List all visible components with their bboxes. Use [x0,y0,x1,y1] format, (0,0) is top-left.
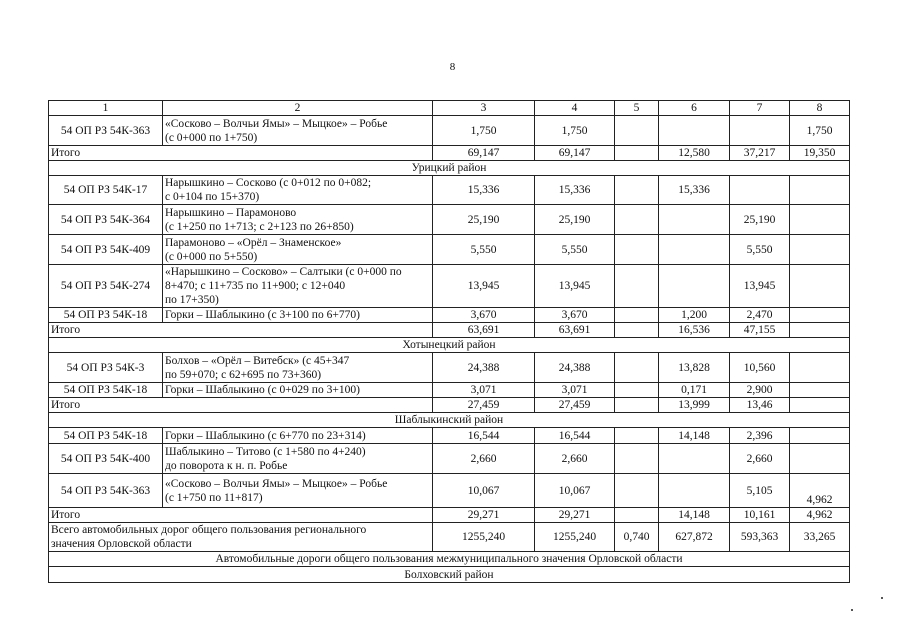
section-title: Автомобильные дороги общего пользования межмуниципального значения Орловской области [49,552,850,567]
table-body [49,101,850,583]
road-name [163,428,433,444]
value-cell: 29,271 [535,508,615,523]
road-row [49,308,850,323]
road-code: 54 ОП РЗ 54К-400 [49,444,163,474]
value-cell: 47,155 [730,323,790,338]
total-label: Итого [49,398,433,413]
value-cell [659,205,730,235]
road-row [49,444,850,474]
header-cell: 3 [433,101,535,116]
page-number: 8 [449,61,456,73]
header-cell: 6 [659,101,730,116]
value-cell [615,205,659,235]
road-name [163,444,433,474]
road-name [163,474,433,508]
value-cell: 33,265 [790,523,850,552]
value-cell: 2,660 [433,444,535,474]
header-cell: 4 [535,101,615,116]
section-row [49,161,850,176]
road-name-line: «Нарышкино – Сосково» – Салтыки (с 0+000 по [165,266,402,278]
value-cell [659,474,730,508]
road-code: 54 ОП РЗ 54К-18 [49,383,163,398]
value-cell [615,383,659,398]
value-cell: 15,336 [535,176,615,205]
value-cell: 1255,240 [535,523,615,552]
value-cell [615,323,659,338]
road-row [49,383,850,398]
value-cell [790,353,850,383]
total-row [49,398,850,413]
road-name [163,308,433,323]
scan-speck [881,597,883,599]
value-cell: 19,350 [790,146,850,161]
road-name [163,116,433,146]
value-cell: 63,691 [433,323,535,338]
road-code: 54 ОП РЗ 54К-409 [49,235,163,265]
road-row [49,265,850,308]
value-cell [615,444,659,474]
value-cell [615,508,659,523]
value-cell [659,265,730,308]
road-name-line: «Сосково – Волчьи Ямы» – Мыцкое» – Робье [165,117,388,130]
header-row [49,101,850,116]
value-cell [615,474,659,508]
value-cell: 37,217 [730,146,790,161]
road-name-line: Нарышкино – Парамоново [165,206,297,219]
road-name-line: (с 0+000 по 5+550) [165,250,258,263]
total-label: Итого [49,146,433,161]
grand-total-row [49,523,850,552]
road-code: 54 ОП РЗ 54К-17 [49,176,163,205]
total-row [49,508,850,523]
header-cell: 1 [49,101,163,116]
header-cell: 5 [615,101,659,116]
road-code: 54 ОП РЗ 54К-18 [49,428,163,444]
value-cell [615,235,659,265]
value-cell: 27,459 [433,398,535,413]
value-cell [615,146,659,161]
value-cell: 4,962 [790,508,850,523]
value-cell: 29,271 [433,508,535,523]
grand-total-label [49,523,433,552]
header-cell: 8 [790,101,850,116]
road-row [49,176,850,205]
road-name-line: по 17+350) [165,294,219,306]
value-cell [615,265,659,308]
value-cell [615,398,659,413]
value-cell [790,205,850,235]
value-cell [790,383,850,398]
value-cell [615,308,659,323]
value-cell [615,353,659,383]
value-cell: 1,750 [535,116,615,146]
value-cell: 13,945 [535,265,615,308]
road-row [49,205,850,235]
road-name [163,265,433,308]
road-name [163,235,433,265]
total-label: Итого [49,323,433,338]
road-name-line: до поворота к н. п. Робье [165,459,288,472]
value-cell [659,235,730,265]
value-cell: 14,148 [659,428,730,444]
road-row [49,235,850,265]
road-name-line: Горки – Шаблыкино (с 6+770 по 23+314) [165,429,366,442]
value-cell [790,235,850,265]
road-name-line: Нарышкино – Сосково (с 0+012 по 0+082; [165,177,372,189]
road-row [49,116,850,146]
total-row [49,146,850,161]
roads-table [48,100,850,583]
value-cell: 10,067 [433,474,535,508]
section-title: Хотынецкий район [49,338,850,353]
total-label: Итого [49,508,433,523]
value-cell: 1255,240 [433,523,535,552]
road-row [49,428,850,444]
road-code: 54 ОП РЗ 54К-3 [49,353,163,383]
value-cell: 3,071 [433,383,535,398]
grand-total-label-line: Всего автомобильных дорог общего пользования регионального [51,524,367,536]
value-cell: 13,945 [730,265,790,308]
value-cell: 593,363 [730,523,790,552]
value-cell: 24,388 [535,353,615,383]
road-name [163,353,433,383]
value-cell: 16,544 [535,428,615,444]
value-cell: 5,550 [730,235,790,265]
road-name-line: по 59+070; с 62+695 по 73+360) [165,368,322,381]
value-cell: 1,750 [433,116,535,146]
value-cell [615,176,659,205]
value-cell: 5,550 [433,235,535,265]
header-cell: 2 [163,101,433,116]
road-name [163,176,433,205]
road-name-line: Парамоново – «Орёл – Знаменское» [165,236,342,249]
section-row [49,338,850,353]
road-name-line: Болхов – «Орёл – Витебск» (с 45+347 [165,354,350,367]
value-cell: 2,470 [730,308,790,323]
road-name-line: Горки – Шаблыкино (с 0+029 по 3+100) [165,384,360,396]
value-cell: 16,544 [433,428,535,444]
road-row [49,353,850,383]
section-title: Шаблыкинский район [49,413,850,428]
road-name-line: с 0+104 по 15+370) [165,191,260,203]
road-code: 54 ОП РЗ 54К-18 [49,308,163,323]
value-cell: 3,670 [433,308,535,323]
value-cell: 24,388 [433,353,535,383]
road-code: 54 ОП РЗ 54К-363 [49,116,163,146]
section-row [49,567,850,583]
road-code: 54 ОП РЗ 54К-364 [49,205,163,235]
value-cell: 2,396 [730,428,790,444]
value-cell: 2,660 [730,444,790,474]
value-cell: 10,161 [730,508,790,523]
grand-total-label-line: значения Орловской области [51,538,192,550]
road-name-line: (с 1+250 по 1+713; с 2+123 по 26+850) [165,220,354,233]
value-cell: 14,148 [659,508,730,523]
value-cell [659,116,730,146]
value-cell: 69,147 [433,146,535,161]
road-name [163,383,433,398]
value-cell: 12,580 [659,146,730,161]
value-cell: 13,828 [659,353,730,383]
section-title: Болховский район [49,567,850,583]
value-cell: 627,872 [659,523,730,552]
value-cell [615,116,659,146]
value-cell: 2,660 [535,444,615,474]
value-cell: 25,190 [535,205,615,235]
value-cell: 5,105 [730,474,790,508]
value-cell: 25,190 [730,205,790,235]
total-row [49,323,850,338]
header-cell: 7 [730,101,790,116]
scan-speck [851,609,853,611]
road-name-line: (с 0+000 по 1+750) [165,131,258,144]
value-cell: 1,200 [659,308,730,323]
value-cell [790,428,850,444]
value-cell: 25,190 [433,205,535,235]
road-code: 54 ОП РЗ 54К-363 [49,474,163,508]
value-cell [790,398,850,413]
road-row [49,474,850,508]
road-name-line: «Сосково – Волчьи Ямы» – Мыцкое» – Робье [165,477,388,490]
section-row [49,552,850,567]
road-name-line: 8+470; с 11+735 по 11+900; с 12+040 [165,280,346,292]
road-name-line: Горки – Шаблыкино (с 3+100 по 6+770) [165,309,360,321]
value-cell: 63,691 [535,323,615,338]
value-cell [730,176,790,205]
value-cell: 10,067 [535,474,615,508]
value-cell: 2,900 [730,383,790,398]
value-cell: 13,945 [433,265,535,308]
value-cell: 13,46 [730,398,790,413]
road-name-line: Шаблыкино – Титово (с 1+580 по 4+240) [165,445,366,458]
value-cell: 13,999 [659,398,730,413]
value-cell: 3,071 [535,383,615,398]
value-cell [790,323,850,338]
value-cell: 3,670 [535,308,615,323]
value-cell: 15,336 [659,176,730,205]
section-row [49,413,850,428]
value-cell: 27,459 [535,398,615,413]
value-cell: 1,750 [790,116,850,146]
value-cell [790,308,850,323]
value-cell [790,176,850,205]
value-cell [659,444,730,474]
road-name [163,205,433,235]
section-title: Урицкий район [49,161,850,176]
value-cell: 15,336 [433,176,535,205]
value-cell: 5,550 [535,235,615,265]
value-cell: 4,962 [790,474,850,508]
road-name-line: (с 1+750 по 11+817) [165,491,263,504]
road-code: 54 ОП РЗ 54К-274 [49,265,163,308]
value-cell [790,444,850,474]
value-cell: 69,147 [535,146,615,161]
value-cell [615,428,659,444]
value-cell: 10,560 [730,353,790,383]
value-cell: 16,536 [659,323,730,338]
value-cell [730,116,790,146]
value-cell: 0,740 [615,523,659,552]
value-cell: 0,171 [659,383,730,398]
value-cell [790,265,850,308]
